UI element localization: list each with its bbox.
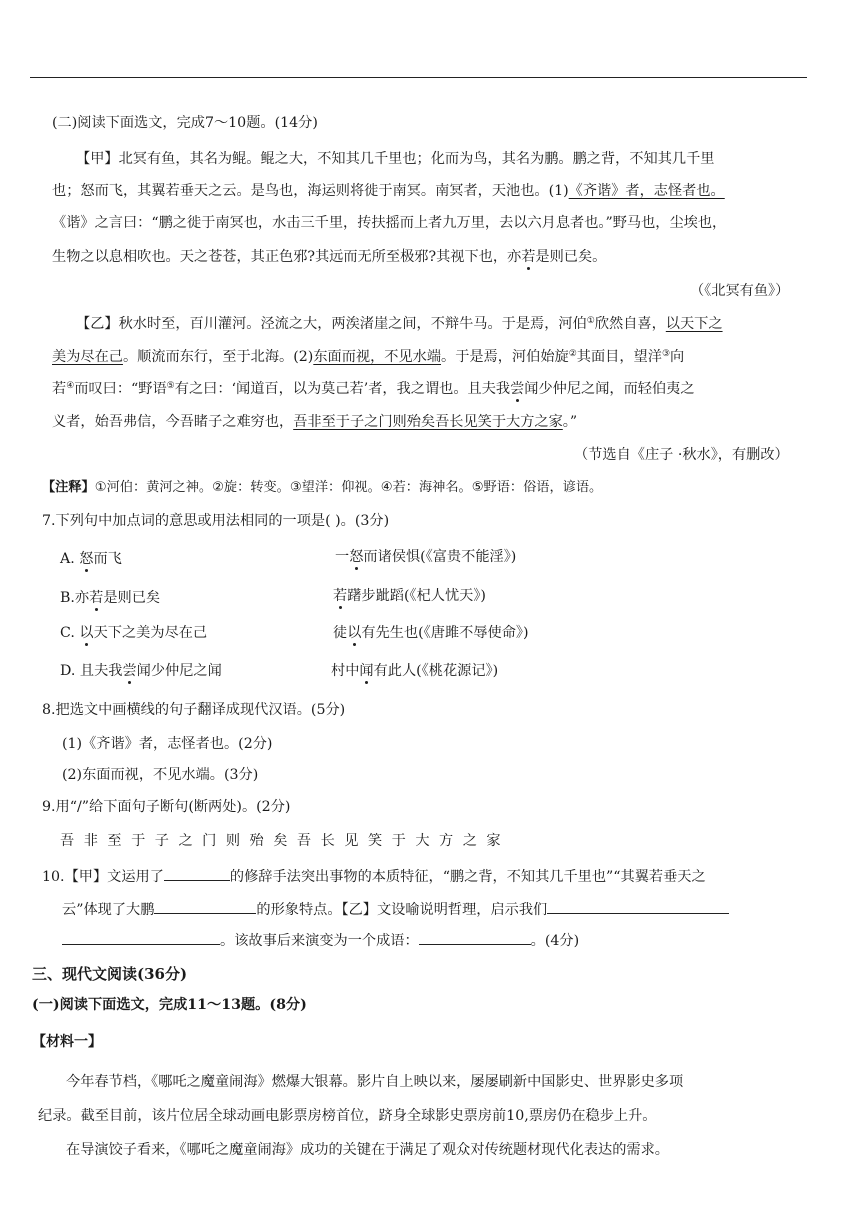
yi-line-3-text-c: 有之曰：‘闻道百，以为莫己若’者，我之谓也。且夫我 [174,381,511,397]
option-text: 一 [335,549,350,565]
dotted-char: 尝 [510,381,525,397]
yi-line-2-text: 。顺流而东行，至于北海。(2) [122,349,314,365]
header-rule [30,77,807,78]
q7-option-b-left [60,588,160,608]
dotted-char: 以 [79,625,94,641]
q7-stem: 7.下列句中加点词的意思或用法相同的一项是( )。(3分) [42,513,390,529]
part3-sub [32,995,307,1015]
yi-line-2-text-c: 其面目，望洋 [576,349,662,365]
jia-line-2-text: 也；怒而飞，其翼若垂天之云。是鸟也，海运则将徙于南冥。南冥者，天池也。(1) [52,183,569,199]
dotted-char: 怒 [79,551,94,567]
jia-line-3: 《谐》之言曰：“鹏之徙于南冥也，水击三千里，抟扶摇而上者九万里，去以六月息者也。”野马也，尘埃也， [52,215,727,231]
answer-blank-3[interactable] [547,899,729,914]
jia-line-1: 【甲】北冥有鱼，其名为鲲。鲲之大，不知其几千里也；化而为鸟，其名为鹏。鹏之背，不知其几千里 [76,151,715,167]
jia-source: （《北冥有鱼》） [690,283,790,299]
q7-option-d-right [331,661,498,681]
option-text: 村中 [331,663,360,679]
option-text: 闻少仲尼之闻 [136,663,222,679]
option-text: 徒 [333,625,348,641]
yi-line-4 [52,412,577,432]
footnote-marker: ③ [661,349,671,359]
yi-line-2-text-b: 。于是焉，河伯始旋 [441,349,569,365]
underlined-sentence-1: 《齐谐》者，志怪者也。 [568,183,725,199]
material1-label: 【材料一】 [32,1034,102,1050]
yi-line-3-text-d: 闻少仲尼之闻，而轻伯夷之 [524,381,695,397]
footnote-marker: ④ [66,381,75,391]
option-text: C. [60,625,80,641]
q8-sub-1: (1)《齐谐》者，志怪者也。(2分) [62,736,273,752]
q10-text: 的形象特点。【乙】文设喻说明哲理，启示我们 [256,902,548,918]
answer-blank-2[interactable] [154,899,256,914]
jia-line-4 [52,247,606,267]
option-text: 是则已矣 [103,590,161,606]
q8-stem: 8.把选文中画横线的句子翻译成现代汉语。(5分) [42,702,346,718]
q10-text: 。该故事后来演变为一个成语： [220,933,419,949]
q9-sentence: 吾非至于子之门则殆矣吾长见笑于大方之家 [60,833,511,849]
q10-line-3 [62,930,579,951]
q7-option-b-right [333,586,486,606]
underlined-sentence-2: 东面而视，不见水端 [313,349,442,365]
q9-stem: 9.用“/”给下面句子断句(断两处)。(2分) [42,799,291,815]
jia-line-2 [52,181,725,201]
dotted-char: 怒 [349,549,364,565]
yi-line-2-text-d: 向 [670,349,685,365]
yi-line-2 [52,347,684,367]
footnote-marker: ② [568,349,577,359]
q10-text: 的修辞手法突出事物的本质特征，“鹏之背，不知其几千里也”“其翼若垂天之 [229,869,706,885]
yi-line-3-text-b: 而叹曰：“野语 [74,381,167,397]
q7-option-a-right [335,547,516,567]
answer-blank-3-cont[interactable] [62,930,220,945]
q10-text: 云”体现了大鹏 [62,902,155,918]
dotted-char: 以 [347,625,362,641]
yi-line-3-text: 若 [52,381,67,397]
option-text: A. [60,551,80,567]
yi-line-4-text: 义者，始吾弗信，今吾睹子之难穷也， [52,414,294,430]
dotted-char: 若 [521,249,536,265]
q10-line-1 [42,866,706,887]
option-text: B.亦 [60,590,90,606]
option-text: 躇步跐蹈(《杞人忧天》) [347,588,486,604]
q10-line-2 [62,899,729,920]
yi-line-4-end: 。” [562,414,578,430]
yi-line-1-text-b: 欣然自喜， [594,316,666,332]
dotted-char: 若 [333,588,348,604]
yi-line-1-text: 【乙】秋水时至，百川灌河。泾流之大，两涘渚崖之间，不辩牛马。于是焉，河伯 [76,316,587,332]
jia-line-4-text: 生物之以息相吹也。天之苍苍，其正色邪?其远而无所至极邪?其视下也，亦 [52,249,522,265]
option-text: 天下之美为尽在己 [93,625,208,641]
dotted-char: 若 [89,590,104,606]
notes-text: ①河伯：黄河之神。②旋：转变。③望洋：仰视。④若：海神名。⑤野语：俗语，谚语。 [94,480,603,495]
dotted-char: 闻 [359,663,374,679]
section-header: (二)阅读下面选文，完成7～10题。(14分) [52,115,318,131]
underlined-sentence-3: 吾非至于子之门则殆矣吾长见笑于大方之家 [293,414,563,430]
option-text: 而飞 [93,551,122,567]
part3-title: 三、现代文阅读(36分) [32,965,188,983]
q7-option-c-left [60,623,207,643]
notes [42,478,602,498]
option-text: D. 且夫我 [60,663,123,679]
yi-source: （节选自《庄子 ·秋水》，有删改） [574,447,789,463]
q10-text: 10.【甲】文运用了 [42,869,164,885]
material1-p1-line2: 纪录。截至目前，该片位居全球动画电影票房榜首位，跻身全球影史票房前10,票房仍在稳步上升。 [38,1108,657,1124]
option-text: 有先生也(《唐雎不辱使命》) [361,625,529,641]
yi-line-1 [76,314,723,334]
notes-label: 【注释】 [42,480,95,495]
material1-p2-line1: 在导演饺子看来，《哪吒之魔童闹海》成功的关键在于满足了观众对传统题材现代化表达的需求。 [66,1142,669,1158]
jia-line-4-end: 是则已矣。 [535,249,607,265]
q8-sub-2: (2)东面而视，不见水端。(3分) [62,767,259,783]
option-text: 而诸侯惧(《富贵不能淫》) [363,549,517,565]
q7-option-d-left [60,661,222,681]
answer-blank-1[interactable] [164,866,230,881]
underlined-phrase: 美为尽在己 [52,349,123,365]
option-text: 有此人(《桃花源记》) [373,663,499,679]
footnote-marker: ⑤ [166,381,175,391]
yi-line-3 [52,379,695,399]
answer-blank-4[interactable] [419,930,531,945]
part3-sub-text: (一)阅读下面选文，完成11～13题。(8分) [32,997,307,1013]
q10-text: 。(4分) [530,933,580,949]
underlined-phrase: 以天下之 [665,316,723,332]
footnote-marker: ① [586,316,595,326]
material1-p1-line1: 今年春节档，《哪吒之魔童闹海》燃爆大银幕。影片自上映以来，屡屡刷新中国影史、世界影史多项 [66,1074,684,1090]
dotted-char: 尝 [122,663,137,679]
q7-option-c-right [333,623,529,643]
q7-option-a-left [60,549,122,569]
